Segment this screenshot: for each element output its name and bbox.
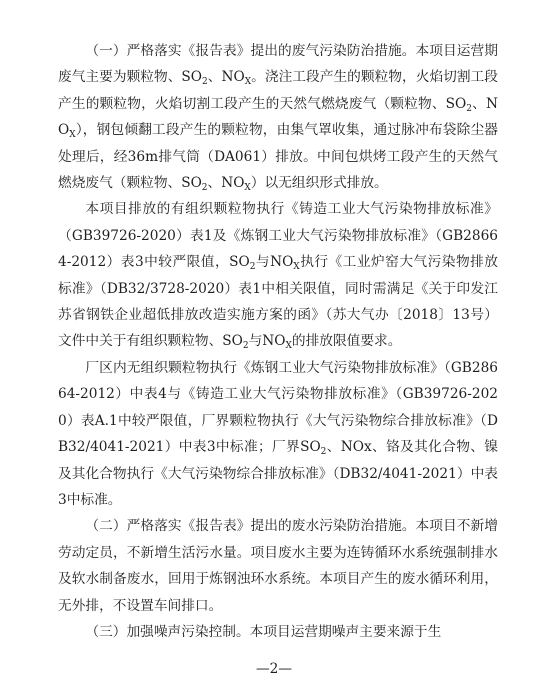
text-run: ），钢包倾翻工段产生的颗粒物，由集气罩收集，通过脉冲布袋除尘器处理后，经36m排气筒（DA061）排放。中间包烘烤工段产生的天然气燃烧废气（颗粒物、SO [58, 122, 498, 192]
paragraph-organized-emission-standards [58, 196, 498, 354]
subscript: 2 [201, 183, 208, 194]
text-run: 、NO [207, 175, 245, 192]
text-run: 。浇注工段产生的颗粒物，火焰切割工段产生的颗粒物，火焰切割工段产生的天然气燃烧废气（颗粒物、SO [58, 69, 498, 112]
subscript: 2 [466, 103, 473, 114]
subscript: X [69, 130, 76, 141]
subscript: 2 [320, 447, 327, 458]
paragraph-wastewater-measures [58, 513, 498, 619]
text-run: 、NOx、铬及其化合物、镍及其化合物执行《大气污染物综合排放标准》（DB32/4041-2021）中表3中标准。 [58, 439, 498, 508]
text-run: ）以无组织形式排放。 [250, 175, 388, 192]
subscript: X [293, 262, 300, 273]
text-run: 厂区内无组织颗粒物执行《炼钢工业大气污染物排放标准》（GB28664-2012）中表4与《铸造工业大气污染物排放标准》（GB39726-2020）表A.1中较严限值，厂界颗粒物执行《大气污染物综合排放标准》（DB32/4041-2021）中表3中标准；厂界SO [58, 359, 498, 456]
subscript: 2 [202, 77, 208, 88]
subscript: 2 [249, 262, 256, 273]
text-run: 的排放限值要求。 [291, 333, 402, 350]
text-run: （一）严格落实《报告表》提出的废气污染防治措施。本项目运营期废气主要为颗粒物、SO [58, 43, 498, 86]
text-run: 执行《工业炉窑大气污染物排放标准》（DB32/3728-2020）表1中相关限值，同时需满足《关于印发江苏省钢铁企业超低排放改造实施方案的函》（苏大气办〔2018〕13号）文件中关于有组织颗粒物、SO [58, 254, 498, 350]
text-run: 与NO [255, 254, 294, 271]
subscript: X [285, 341, 292, 352]
text-run: （二）严格落实《报告表》提出的废水污染防治措施。本项目不新增劳动定员，不新增生活污水量。项目废水主要为连铸循环水系统强制排水及软水制备废水，回用于炼钢浊环水系统。本项目产生的废水循环利用，无外排，不设置车间排口。 [58, 518, 498, 614]
page-number: —2— [255, 661, 293, 677]
document-body [58, 38, 498, 645]
paragraph-exhaust-gas-measures [58, 38, 498, 196]
text-run: 、NO [207, 69, 245, 86]
text-run: 本项目排放的有组织颗粒物执行《铸造工业大气污染物排放标准》（GB39726-2020）表1及《炼钢工业大气污染物排放标准》（GB28664-2012）表3中较严限值，SO [58, 201, 498, 271]
paragraph-unorganized-emission-standards [58, 355, 498, 513]
text-run: 与NO [248, 333, 286, 350]
subscript: X [244, 77, 252, 88]
text-run: 、NO [58, 95, 498, 139]
text-run: （三）加强噪声污染控制。本项目运营期噪声主要来源于生 [85, 623, 442, 640]
subscript: X [244, 183, 251, 194]
paragraph-noise-control [58, 619, 498, 645]
subscript: 2 [242, 341, 249, 352]
